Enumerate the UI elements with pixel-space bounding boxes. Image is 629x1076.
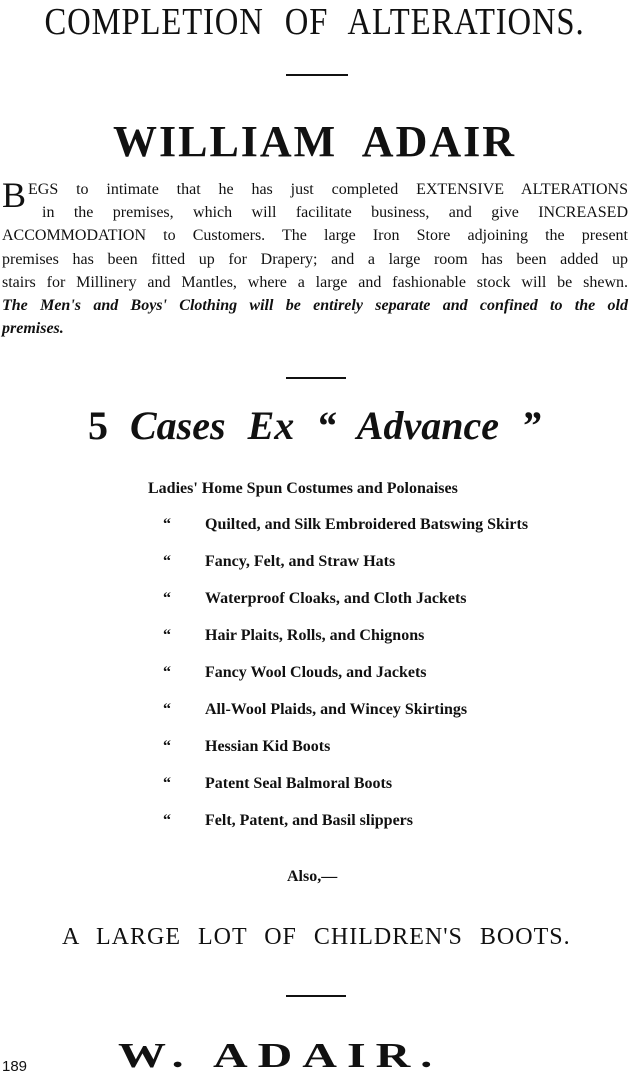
ditto-mark: “ bbox=[163, 590, 171, 607]
ditto-mark: “ bbox=[163, 516, 171, 533]
paragraph-line: in the premises, which will facilitate business, and give INCREASED bbox=[42, 204, 628, 222]
list-item: Waterproof Cloaks, and Cloth Jackets bbox=[205, 590, 467, 607]
page-number: 189 bbox=[2, 1058, 28, 1075]
list-item: All-Wool Plaids, and Wincey Skirtings bbox=[205, 701, 468, 718]
ditto-mark: “ bbox=[163, 812, 171, 829]
list-item: Hair Plaits, Rolls, and Chignons bbox=[205, 627, 425, 644]
ditto-mark: “ bbox=[163, 775, 171, 792]
item-first: Ladies' Home Spun Costumes and Polonaises bbox=[148, 480, 458, 497]
list-item: Quilted, and Silk Embroidered Batswing Skirts bbox=[205, 516, 529, 533]
ditto-mark: “ bbox=[163, 553, 171, 570]
cases-number: 5 bbox=[88, 403, 108, 448]
list-item: Fancy, Felt, and Straw Hats bbox=[205, 553, 396, 570]
paragraph-line: stairs for Millinery and Mantles, where a large and fashionable stock will be shewn. bbox=[2, 273, 628, 291]
ditto-mark: “ bbox=[163, 627, 171, 644]
dropcap: B bbox=[2, 175, 27, 215]
divider-2 bbox=[286, 377, 346, 379]
announcement-paragraph bbox=[2, 175, 628, 340]
merchant-name: WILLIAM ADAIR bbox=[112, 117, 517, 166]
paragraph-line: EGS to intimate that he has just completed EXTENSIVE ALTERATIONS bbox=[28, 181, 628, 198]
ditto-mark: “ bbox=[163, 664, 171, 681]
footer-name: W. ADAIR. bbox=[118, 1036, 443, 1075]
list-item: Hessian Kid Boots bbox=[205, 738, 331, 755]
list-item: Patent Seal Balmoral Boots bbox=[205, 775, 393, 792]
also-text: Also,— bbox=[287, 868, 338, 885]
divider-3 bbox=[286, 995, 346, 997]
list-item: Fancy Wool Clouds, and Jackets bbox=[205, 664, 427, 681]
list-item: Felt, Patent, and Basil slippers bbox=[205, 812, 414, 829]
large-lot-heading: A LARGE LOT OF CHILDREN'S BOOTS. bbox=[62, 924, 571, 950]
headline: COMPLETION OF ALTERATIONS. bbox=[44, 1, 585, 43]
ditto-mark: “ bbox=[163, 738, 171, 755]
cases-heading bbox=[88, 402, 541, 449]
paragraph-line: premises has been fitted up for Drapery; and a large room has been added up bbox=[2, 250, 628, 268]
paragraph-italic-line: The Men's and Boys' Clothing will be entirely separate and confined to the old bbox=[2, 297, 628, 315]
divider-1 bbox=[286, 74, 348, 76]
ditto-mark: “ bbox=[163, 701, 171, 718]
paragraph-line: ACCOMMODATION to Customers. The large Iron Store adjoining the present bbox=[2, 227, 628, 245]
cases-text: Cases Ex “ Advance ” bbox=[130, 403, 541, 448]
paragraph-italic-line: premises. bbox=[2, 320, 64, 338]
